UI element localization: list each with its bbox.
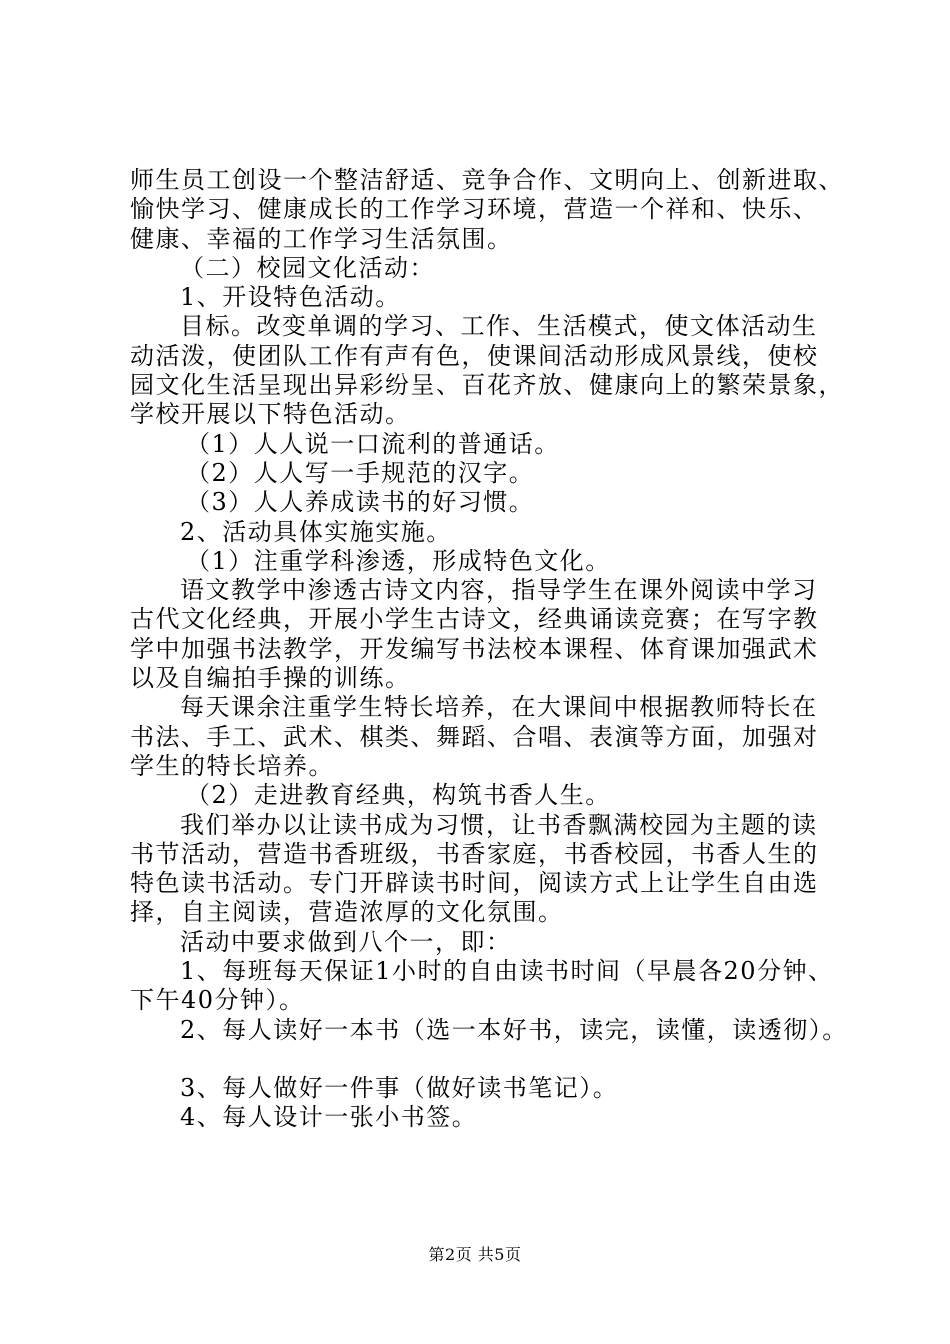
paragraph-line: 活动中要求做到八个一，即： (180, 927, 512, 956)
page-number-footer: 第2页 共5页 (428, 1245, 522, 1264)
paragraph-line: 书节活动，营造书香班级，书香家庭，书香校园，书香人生的 (130, 839, 819, 868)
paragraph-line: 下午40分钟）。 (130, 986, 305, 1015)
list-item: 3、每人做好一件事（做好读书笔记）。 (180, 1073, 619, 1102)
paragraph-line: 园文化生活呈现出异彩纷呈、百花齐放、健康向上的繁荣景象， (130, 371, 844, 400)
paragraph-line: 书法、手工、武术、棋类、舞蹈、合唱、表演等方面，加强对 (130, 722, 819, 751)
paragraph-line: 动活泼，使团队工作有声有色，使课间活动形成风景线，使校 (130, 341, 819, 370)
document-body (130, 166, 848, 1133)
blank-line (130, 1045, 830, 1074)
paragraph-line: 学生的特长培养。 (130, 751, 334, 780)
paragraph-line: 学中加强书法教学，开发编写书法校本课程、体育课加强武术 (130, 634, 819, 663)
paragraph-line: 健康、幸福的工作学习生活氛围。 (130, 224, 513, 253)
list-item: 2、每人读好一本书（选一本好书，读完，读懂，读透彻）。 (180, 1015, 848, 1044)
paragraph-line: 师生员工创设一个整洁舒适、竞争合作、文明向上、创新进取、 (130, 166, 844, 194)
subsection-heading: 1、开设特色活动。 (180, 283, 401, 312)
list-item: （1）人人说一口流利的普通话。 (186, 429, 560, 458)
paragraph-line: 择，自主阅读，营造浓厚的文化氛围。 (130, 898, 564, 927)
paragraph-line: 古代文化经典，开展小学生古诗文，经典诵读竞赛；在写字教 (130, 605, 819, 634)
paragraph-line: 语文教学中渗透古诗文内容，指导学生在课外阅读中学习 (180, 576, 818, 605)
paragraph-line: 以及自编拍手操的训练。 (130, 664, 411, 693)
paragraph-line: 每天课余注重学生特长培养，在大课间中根据教师特长在 (180, 693, 818, 722)
list-item: （3）人人养成读书的好习惯。 (186, 488, 535, 517)
paragraph-line: 我们举办以让读书成为习惯，让书香飘满校园为主题的读 (180, 810, 818, 839)
subsection-heading: 2、活动具体实施实施。 (180, 517, 452, 546)
paragraph-line: 目标。改变单调的学习、工作、生活模式，使文体活动生 (180, 312, 818, 341)
list-item: （1）注重学科渗透，形成特色文化。 (186, 546, 611, 575)
list-item: （2）走进教育经典，构筑书香人生。 (186, 781, 611, 810)
paragraph-line: 特色读书活动。专门开辟读书时间，阅读方式上让学生自由选 (130, 869, 819, 898)
paragraph-line: 学校开展以下特色活动。 (130, 400, 411, 429)
list-item: （2）人人写一手规范的汉字。 (186, 458, 535, 487)
paragraph-line: 愉快学习、健康成长的工作学习环境，营造一个祥和、快乐、 (130, 195, 819, 224)
list-item: 4、每人设计一张小书签。 (180, 1103, 478, 1132)
section-heading: （二）校园文化活动： (180, 253, 435, 282)
list-item: 1、每班每天保证1小时的自由读书时间（早晨各20分钟、 (180, 957, 834, 986)
